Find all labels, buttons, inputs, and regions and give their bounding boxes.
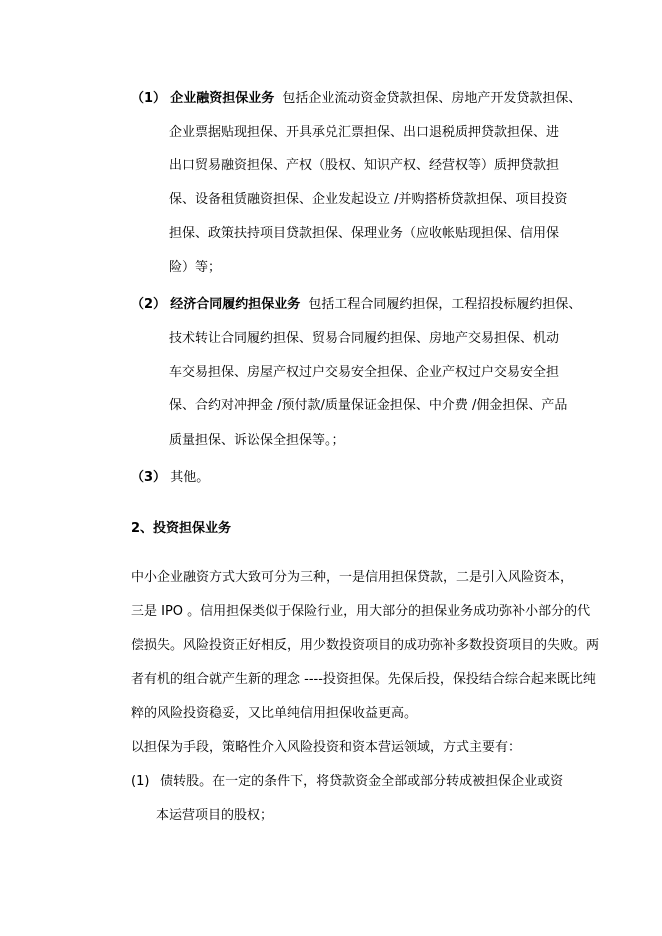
section-2-heading: 2、投资担保业务 [131, 521, 232, 536]
item-2-first-line [131, 297, 581, 313]
paragraph-line: 者有机的组合就产生新的理念 ----投资担保。先保后投，保投结合综合起来既比纯 [131, 672, 596, 687]
paragraph-line: 以担保为手段，策略性介入风险投资和资本营运领域，方式主要有： [131, 740, 522, 755]
paragraph-line: 中小企业融资方式大致可分为三种，一是信用担保贷款，二是引入风险资本， [131, 570, 574, 585]
item-1-first-line [131, 91, 581, 107]
sub-item-1-first-line [131, 774, 563, 790]
item-1-line: 险）等； [169, 260, 222, 275]
item-1-line: 出口贸易融资担保、产权（股权、知识产权、经营权等）质押贷款担 [169, 158, 560, 173]
item-1-title: 企业融资担保业务 [170, 91, 275, 106]
paragraph-line: 偿损失。风险投资正好相反，用少数投资项目的成功弥补多数投资项目的失败。两 [131, 638, 600, 653]
item-1-number: （1） [131, 91, 167, 106]
paragraph-line: 粹的风险投资稳妥，又比单纯信用担保收益更高。 [131, 706, 418, 721]
paragraph-line: 三是 IPO 。信用担保类似于保险行业，用大部分的担保业务成功弥补小部分的代 [131, 604, 591, 619]
item-2-line: 车交易担保、房屋产权过户交易安全担保、企业产权过户交易安全担 [169, 365, 560, 380]
item-1-line: 担保、政策扶持项目贷款担保、保理业务（应收帐贴现担保、信用保 [169, 226, 560, 241]
item-2-line: 质量担保、诉讼保全担保等。； [169, 433, 345, 448]
item-2-line: 技术转让合同履约担保、贸易合同履约担保、房地产交易担保、机动 [169, 331, 560, 346]
item-3-text: 其他。 [170, 470, 210, 485]
item-2-line: 保、合约对冲押金 /预付款/质量保证金担保、中介费 /佣金担保、产品 [169, 398, 568, 413]
sub-item-1-line: 本运营项目的股权； [156, 808, 274, 823]
item-1-text: 包括企业流动资金贷款担保、房地产开发贷款担保、 [282, 91, 582, 106]
sub-item-1-text: 债转股。在一定的条件下，将贷款资金全部或部分转成被担保企业或资 [160, 774, 564, 789]
item-1-line: 企业票据贴现担保、开具承兑汇票担保、出口退税质押贷款担保、进 [169, 125, 560, 140]
item-3-number: （3） [131, 470, 167, 485]
item-2-number: （2） [131, 297, 167, 312]
item-2-title: 经济合同履约担保业务 [170, 297, 301, 312]
item-2-text: 包括工程合同履约担保，工程招投标履约担保、 [308, 297, 582, 312]
item-1-line: 保、设备租赁融资担保、企业发起设立 /并购搭桥贷款担保、项目投资 [169, 192, 568, 207]
sub-item-1-number: (1) [131, 774, 150, 789]
item-3-line [131, 470, 209, 486]
